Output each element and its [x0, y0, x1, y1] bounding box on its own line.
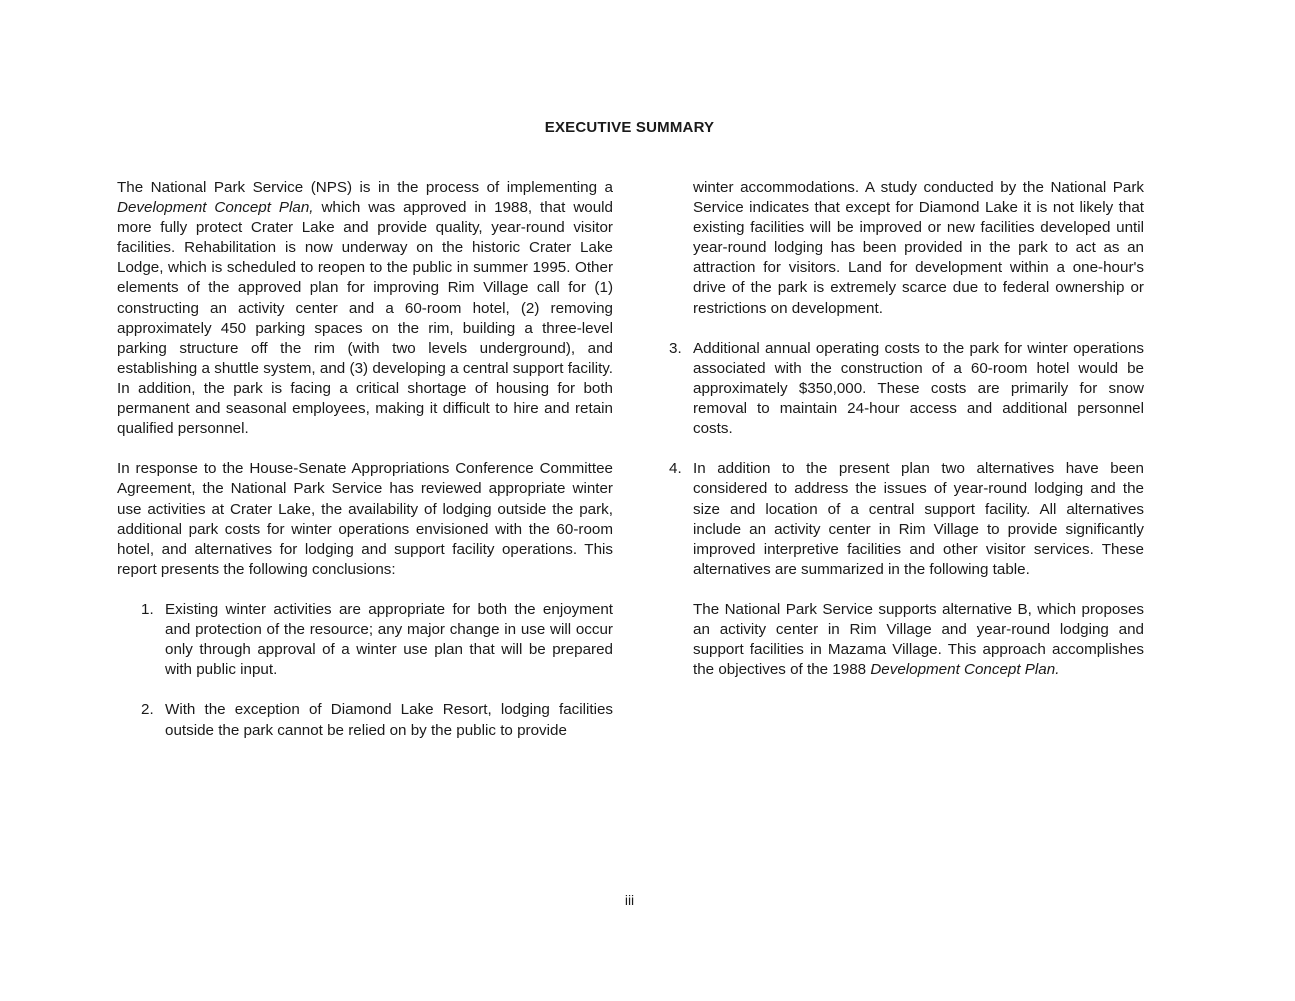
list-item: [669, 459, 1144, 580]
right-column: [669, 178, 1144, 680]
intro-text-end: which was approved in 1988, that would more fully protect Crater Lake and provide quality, year-round visitor facilities. Rehabilitation is now underway on the historic Crater Lake Lodge, which is scheduled to reopen to the public in summer 1995. Other elements of the approved plan for improving Rim Village call for (1) constructing an activity center and a 60-room hotel, (2) removing approximately 450 parking spaces on the rim, building a three-level parking structure off the rim (with two levels underground), and establishing a shuttle system, and (3) developing a central support facility. In addition, the park is facing a critical shortage of housing for both permanent and seasonal employees, making it difficult to hire and retain qualified personnel.: [117, 199, 613, 438]
page-title: EXECUTIVE SUMMARY: [544, 119, 715, 136]
list-item-text: Additional annual operating costs to the park for winter operations associated with the construction of a 60-room hotel would be approximately $350,000. These costs are primarily for snow removal to maintain 24-hour access and additional personnel costs.: [693, 339, 1144, 438]
list-item-text: In addition to the present plan two alternatives have been considered to address the issues of year-round lodging and the size and location of a central support facility. All alternatives include an activity center in Rim Village to provide significantly improved interpretive facilities and other visitor services. These alternatives are summarized in the following table.: [693, 460, 1144, 578]
list-item-number: 1.: [141, 600, 154, 618]
plan-title-italic: Development Concept Plan.: [870, 661, 1060, 679]
conclusion-text: The National Park Service supports alternative B, which proposes an activity center in Rim Village and year-round lodging and support facilities in Mazama Village. This approach accomplishes the objectives of the 1988: [693, 600, 1144, 679]
list-item: [141, 700, 613, 740]
plan-title-italic: Development Concept Plan,: [117, 199, 314, 217]
list-item-continuation: winter accommodations. A study conducted by the National Park Service indicates that except for Diamond Lake it is not likely that existing facilities will be improved or new facilities developed until year-round lodging has been provided in the park to act as an attraction for visitors. Land for development within a one-hour's drive of the park is extremely scarce due to federal ownership or restrictions on development.: [693, 179, 1144, 317]
left-column: [117, 178, 613, 741]
response-paragraph: In response to the House-Senate Appropriations Conference Committee Agreement, the National Park Service has reviewed appropriate winter use activities at Crater Lake, the availability of lodging outside the park, additional park costs for winter operations envisioned with the 60-room hotel, and alternatives for lodging and support facility operations. This report presents the following conclusions:: [117, 460, 613, 578]
list-item: [669, 339, 1144, 439]
conclusions-list: [117, 600, 613, 741]
list-item-number: 4.: [669, 460, 682, 478]
intro-paragraph: [117, 178, 613, 439]
list-item-text: Existing winter activities are appropriate for both the enjoyment and protection of the resource; any major change in use will occur only through approval of a winter use plan that will be prepared with public input.: [165, 600, 613, 679]
page-number: iii: [624, 892, 635, 908]
list-item: [141, 600, 613, 680]
list-item-number: 2.: [141, 701, 154, 719]
conclusion-paragraph: [669, 600, 1144, 680]
list-item-number: 3.: [669, 339, 682, 357]
intro-text-start: The National Park Service (NPS) is in the process of implementing a: [117, 179, 613, 196]
list-item-text: With the exception of Diamond Lake Resort, lodging facilities outside the park cannot be relied on by the public to provide: [165, 701, 613, 739]
